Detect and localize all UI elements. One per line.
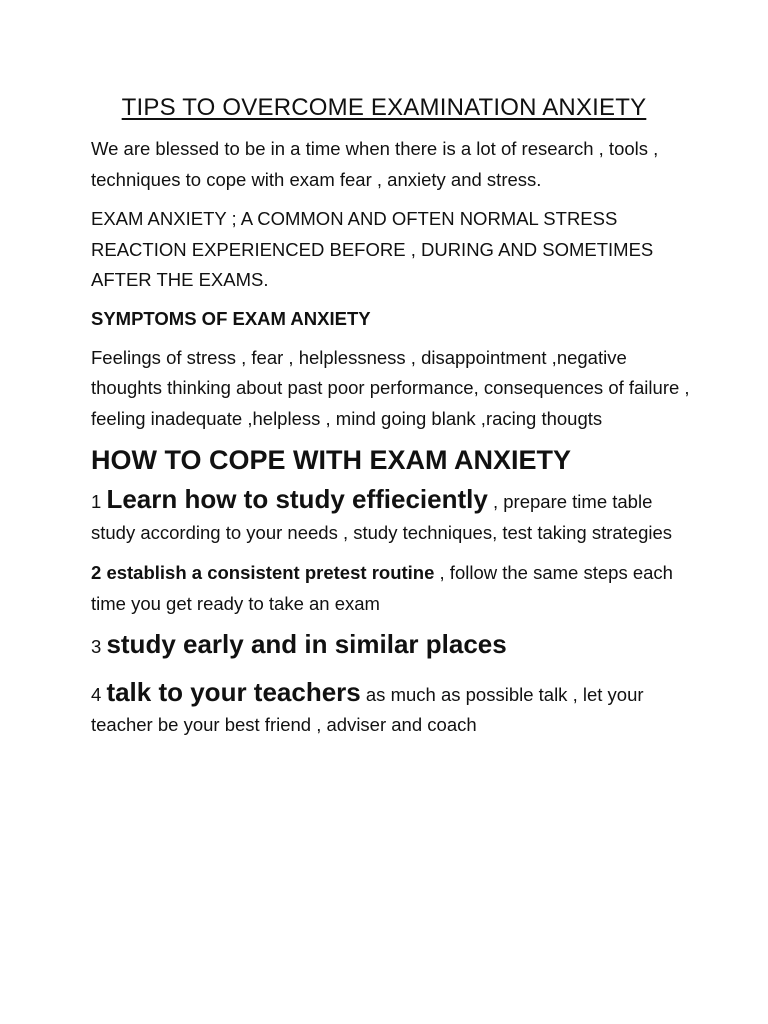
tip-number: 2 bbox=[91, 562, 107, 583]
intro-paragraph: We are blessed to be in a time when there is a lot of research , tools , techniques to cope with exam fear , anxiety and stress. bbox=[91, 138, 659, 190]
document-content bbox=[91, 94, 691, 751]
tip-number: 4 bbox=[91, 683, 107, 705]
tip-text: , prepare time table study according to your needs , study techniques, test taking strategies bbox=[91, 491, 673, 543]
tip-number: 1 bbox=[91, 491, 107, 512]
tip-1 bbox=[91, 484, 691, 548]
cope-heading: HOW TO COPE WITH EXAM ANXIETY bbox=[91, 445, 572, 475]
symptoms-paragraph: Feelings of stress , fear , helplessness , disappointment ,negative thoughts thinking about past poor performance, consequences of failure , feeling inadequate ,helpless , mind going blank ,racing thougts bbox=[91, 346, 690, 429]
tip-emphasis: Learn how to study effieciently bbox=[106, 484, 488, 514]
tip-number: 3 bbox=[91, 636, 107, 657]
tip-text: as much as possible talk , let your teacher be your best friend , adviser and coach bbox=[91, 683, 644, 735]
tip-text: , follow the same steps each time you get ready to take an exam bbox=[91, 562, 673, 614]
document-title: TIPS TO OVERCOME EXAMINATION ANXIETY bbox=[121, 94, 647, 121]
symptoms-heading: SYMPTOMS OF EXAM ANXIETY bbox=[91, 307, 371, 329]
tip-emphasis: talk to your teachers bbox=[106, 676, 361, 707]
tip-emphasis: establish a consistent pretest routine bbox=[106, 562, 435, 583]
definition-paragraph: EXAM ANXIETY ; A COMMON AND OFTEN NORMAL STRESS REACTION EXPERIENCED BEFORE , DURING AND SOMETIMES AFTER THE EXAMS. bbox=[91, 208, 654, 290]
tip-3 bbox=[91, 629, 691, 663]
tip-2 bbox=[91, 558, 691, 619]
tip-4 bbox=[91, 677, 691, 741]
tip-emphasis: study early and in similar places bbox=[106, 629, 507, 659]
